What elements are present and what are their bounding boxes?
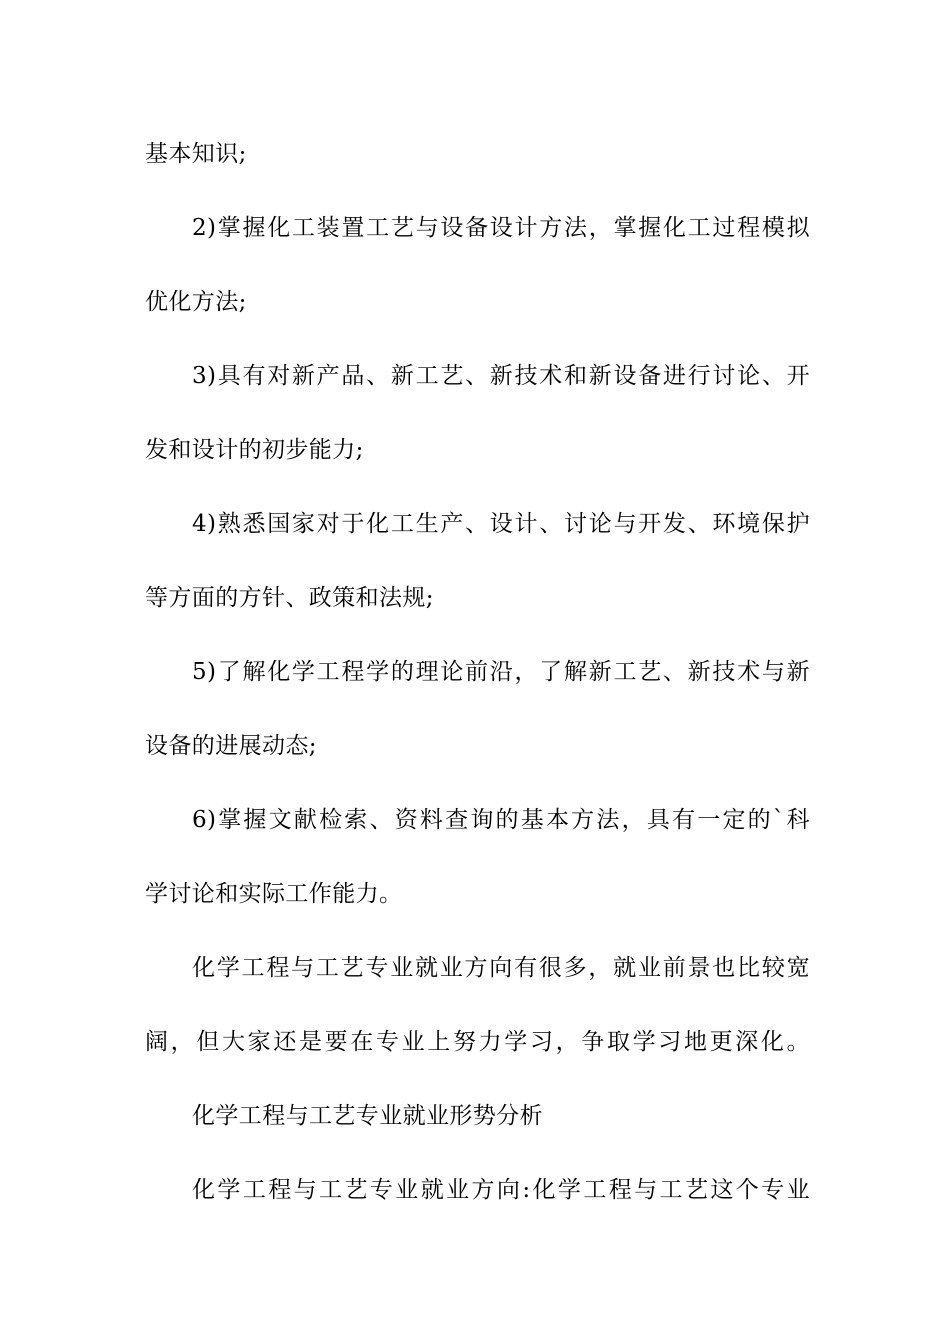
text-line-4: 3)具有对新产品、新工艺、新技术和新设备进行讨论、开 bbox=[192, 363, 810, 389]
text-line-6: 4)熟悉国家对于化工生产、设计、讨论与开发、环境保护 bbox=[192, 511, 810, 537]
text-line-15: 化学工程与工艺专业就业方向:化学工程与工艺这个专业 bbox=[192, 1177, 810, 1203]
text-line-3: 优化方法; bbox=[145, 289, 247, 315]
text-line-1: 基本知识; bbox=[145, 141, 247, 167]
section-heading: 化学工程与工艺专业就业形势分析 bbox=[192, 1103, 543, 1129]
text-line-10: 6)掌握文献检索、资料查询的基本方法，具有一定的`科 bbox=[192, 807, 810, 833]
text-line-9: 设备的进展动态; bbox=[145, 733, 317, 759]
text-line-11: 学讨论和实际工作能力。 bbox=[145, 881, 403, 907]
text-line-2: 2)掌握化工装置工艺与设备设计方法，掌握化工过程模拟 bbox=[192, 215, 810, 241]
text-line-7: 等方面的方针、政策和法规; bbox=[145, 585, 434, 611]
text-line-13: 阔，但大家还是要在专业上努力学习，争取学习地更深化。 bbox=[145, 1029, 810, 1055]
text-line-12: 化学工程与工艺专业就业方向有很多，就业前景也比较宽 bbox=[192, 955, 810, 981]
text-line-8: 5)了解化学工程学的理论前沿，了解新工艺、新技术与新 bbox=[192, 659, 810, 685]
text-line-5: 发和设计的初步能力; bbox=[145, 437, 364, 463]
